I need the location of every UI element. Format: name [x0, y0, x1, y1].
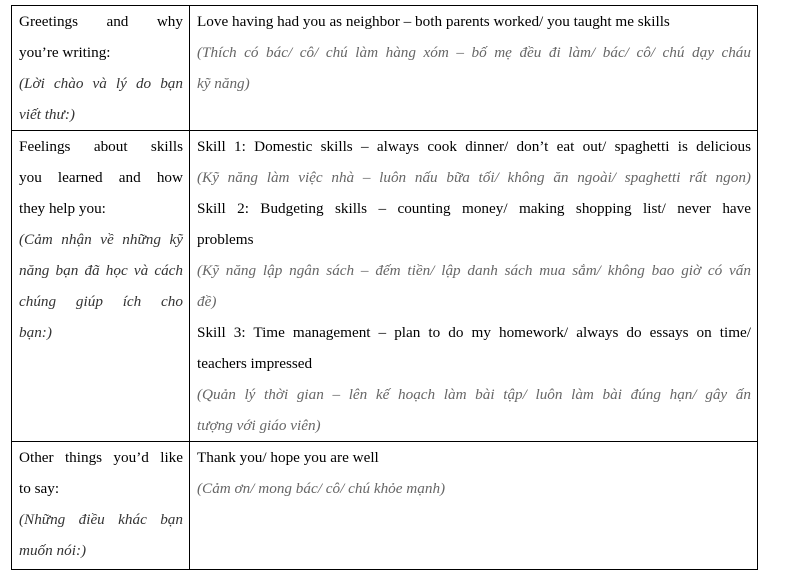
row-label-vi-line: bạn:) [19, 324, 52, 341]
row-label-line: Greetings and why [19, 13, 183, 30]
row-label-cell [12, 442, 190, 570]
row-label-cell [12, 6, 190, 131]
content-en-line: Thank you/ hope you are well [197, 449, 379, 466]
row-label-vi-line: năng bạn đã học và cách [19, 262, 183, 279]
row-label-cell [12, 131, 190, 442]
content-vi-line: tượng với giáo viên) [197, 417, 321, 434]
row-content-cell [190, 6, 758, 131]
row-label-vi-line: (Những điều khác bạn [19, 511, 183, 528]
content-vi-line: (Quản lý thời gian – lên kế hoạch làm bài tập/ luôn làm bài đúng hạn/ gây ấn [197, 386, 751, 403]
row-label-line: Feelings about skills [19, 138, 183, 155]
row-label-vi-line: viết thư:) [19, 106, 75, 123]
writing-outline-table [11, 5, 758, 570]
content-en-line: problems [197, 231, 254, 248]
row-content-cell [190, 442, 758, 570]
row-label-vi-line: (Lời chào và lý do bạn [19, 75, 183, 92]
content-vi-line: (Kỹ năng làm việc nhà – luôn nấu bữa tối/ không ăn ngoài/ spaghetti rất ngon) [197, 169, 751, 186]
content-en-line: Skill 3: Time management – plan to do my homework/ always do essays on time/ [197, 324, 751, 341]
content-vi-line: (Cảm ơn/ mong bác/ cô/ chú khỏe mạnh) [197, 480, 446, 497]
content-en-line: Skill 1: Domestic skills – always cook dinner/ don’t eat out/ spaghetti is delicious [197, 138, 751, 155]
row-label-line: you’re writing: [19, 44, 111, 61]
content-vi-line: đề) [197, 293, 217, 310]
row-label-line: Other things you’d like [19, 449, 183, 466]
table-row [12, 6, 758, 131]
row-label-line: to say: [19, 480, 60, 497]
table-row [12, 442, 758, 570]
row-label-line: you learned and how [19, 169, 183, 186]
content-en-line: teachers impressed [197, 355, 313, 372]
row-label-vi-line: muốn nói:) [19, 542, 87, 559]
content-en-line: Skill 2: Budgeting skills – counting money/ making shopping list/ never have [197, 200, 751, 217]
content-vi-line: (Thích có bác/ cô/ chú làm hàng xóm – bố mẹ đều đi làm/ bác/ cô/ chú dạy cháu [197, 44, 751, 61]
row-label-line: they help you: [19, 200, 106, 217]
row-label-vi-line: (Cảm nhận về những kỹ [19, 231, 183, 248]
row-label-vi-line: chúng giúp ích cho [19, 293, 183, 310]
content-en-line: Love having had you as neighbor – both parents worked/ you taught me skills [197, 13, 670, 30]
content-vi-line: kỹ năng) [197, 75, 250, 92]
content-vi-line: (Kỹ năng lập ngân sách – đếm tiền/ lập danh sách mua sắm/ không bao giờ có vấn [197, 262, 751, 279]
row-content-cell [190, 131, 758, 442]
table-row [12, 131, 758, 442]
